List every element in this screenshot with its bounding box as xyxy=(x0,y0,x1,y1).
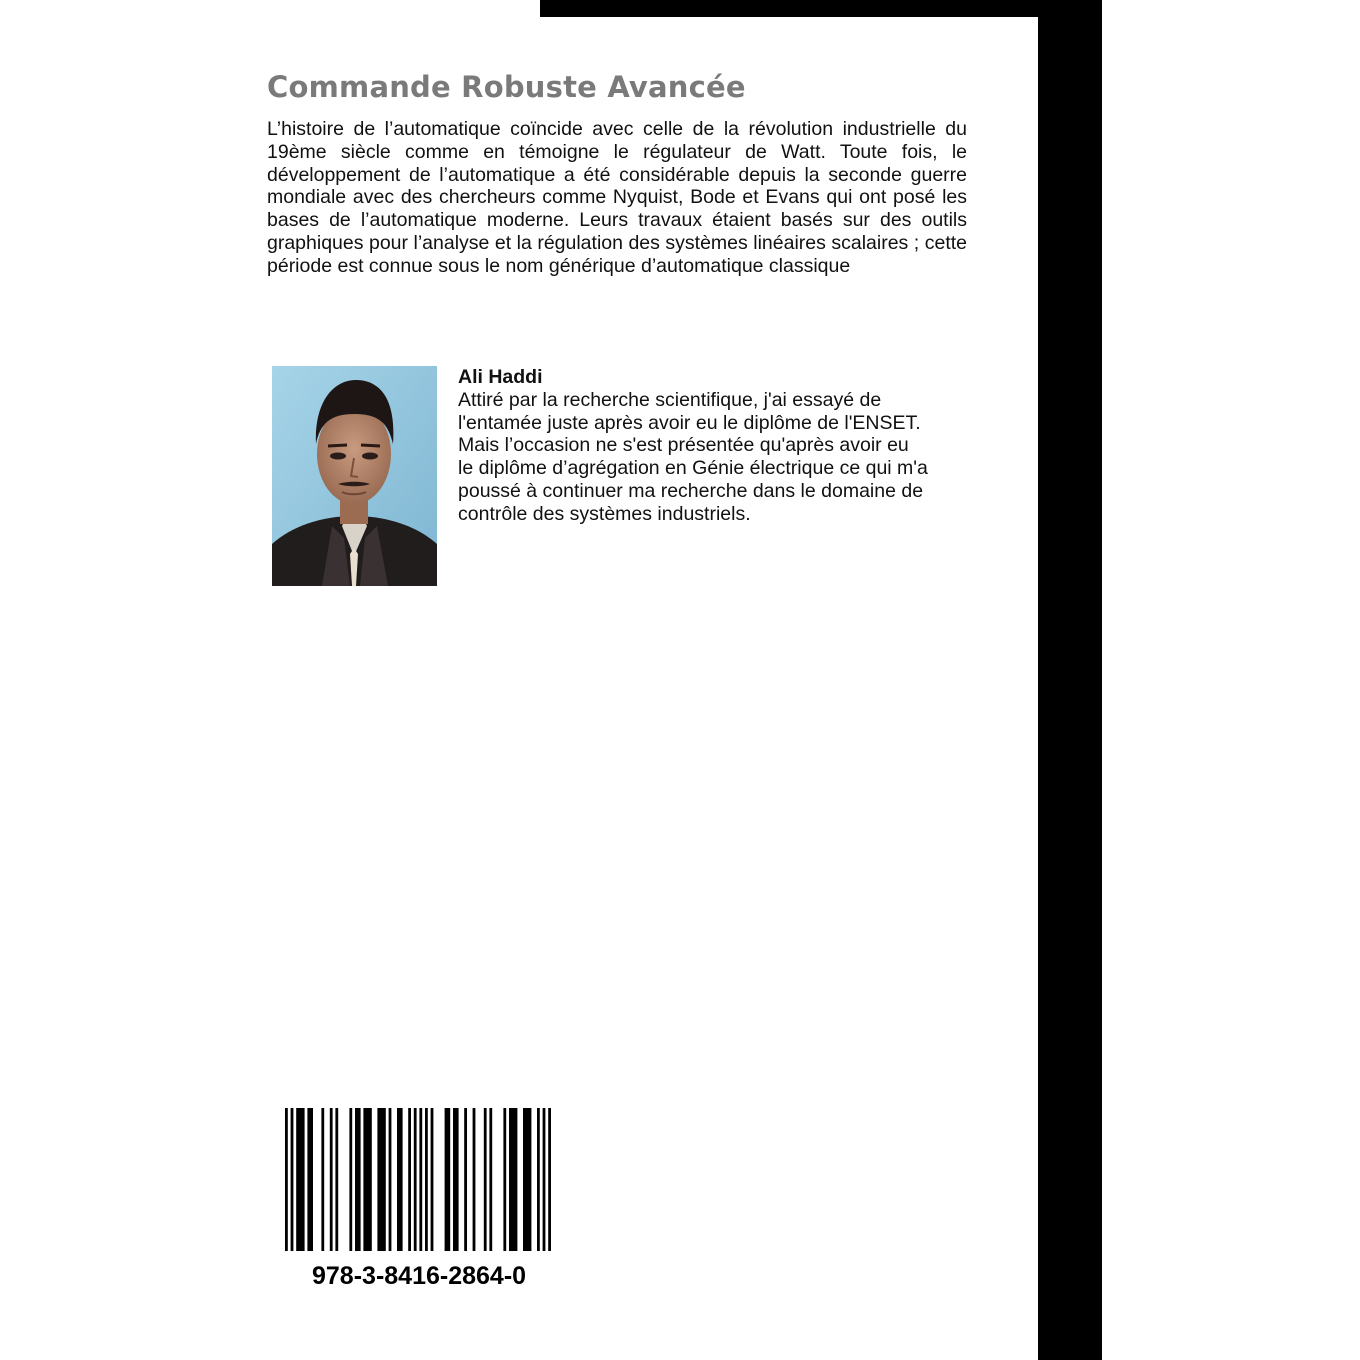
barcode-bar xyxy=(397,1108,403,1251)
barcode-bar xyxy=(377,1108,385,1251)
barcode-bar xyxy=(473,1108,476,1251)
barcode-bar xyxy=(425,1108,428,1251)
author-name: Ali Haddi xyxy=(458,366,543,388)
barcode-bar xyxy=(414,1108,417,1251)
barcode-bar xyxy=(330,1108,333,1251)
barcode-bar xyxy=(489,1108,492,1251)
isbn-barcode xyxy=(285,1108,551,1251)
author-bio xyxy=(458,389,970,525)
barcode-bar xyxy=(484,1108,487,1251)
barcode-bar xyxy=(464,1108,467,1251)
barcode-bar xyxy=(355,1108,361,1251)
author-bio-line: contrôle des systèmes industriels. xyxy=(458,502,751,525)
barcode-bar xyxy=(509,1108,517,1251)
barcode-bar xyxy=(548,1108,551,1251)
barcode-bar xyxy=(445,1108,451,1251)
isbn-number: 978-3-8416-2864-0 xyxy=(312,1262,527,1290)
barcode-bar xyxy=(296,1108,304,1251)
author-bio-line: le diplôme d’agrégation en Génie électrique ce qui m'a xyxy=(458,457,928,480)
barcode-bar xyxy=(285,1108,288,1251)
barcode-bar xyxy=(431,1108,434,1251)
spine-top-edge xyxy=(540,0,1102,17)
barcode-bar xyxy=(349,1108,352,1251)
book-title: Commande Robuste Avancée xyxy=(267,70,746,104)
author-photo xyxy=(272,366,437,586)
barcode-bar xyxy=(363,1108,371,1251)
barcode-bar xyxy=(419,1108,422,1251)
barcode-bar xyxy=(453,1108,459,1251)
barcode-bar xyxy=(389,1108,392,1251)
author-bio-line: l'entamée juste après avoir eu le diplôme de l'ENSET. xyxy=(458,411,921,434)
author-bio-line: Attiré par la recherche scientifique, j'ai essayé de xyxy=(458,389,882,411)
barcode-bar xyxy=(307,1108,313,1251)
barcode-bar xyxy=(543,1108,546,1251)
barcode-bar xyxy=(321,1108,324,1251)
barcode-bar xyxy=(537,1108,540,1251)
book-spine xyxy=(1038,0,1102,1360)
barcode-bar xyxy=(503,1108,506,1251)
author-bio-line: poussé à continuer ma recherche dans le domaine de xyxy=(458,479,924,502)
book-blurb: L’histoire de l’automatique coïncide avec celle de la révolution industrielle du 19ème siècle comme en témoigne le régulateur de Watt. Toute fois, le développement de l’automatique a été considérable depuis la seconde guerre mondiale avec des chercheurs comme Nyquist, Bode et Evans qui ont posé les bases de l’automatique moderne. Leurs travaux étaient basés sur des outils graphiques pour l’analyse et la régulation des systèmes linéaires scalaires ; cette période est connue sous le nom générique d’automatique classique xyxy=(267,118,967,277)
author-bio-line: Mais l’occasion ne s'est présentée qu'après avoir eu xyxy=(458,434,909,457)
barcode-bar xyxy=(408,1108,411,1251)
barcode-bar xyxy=(335,1108,338,1251)
barcode-bar xyxy=(291,1108,294,1251)
barcode-bar xyxy=(523,1108,531,1251)
